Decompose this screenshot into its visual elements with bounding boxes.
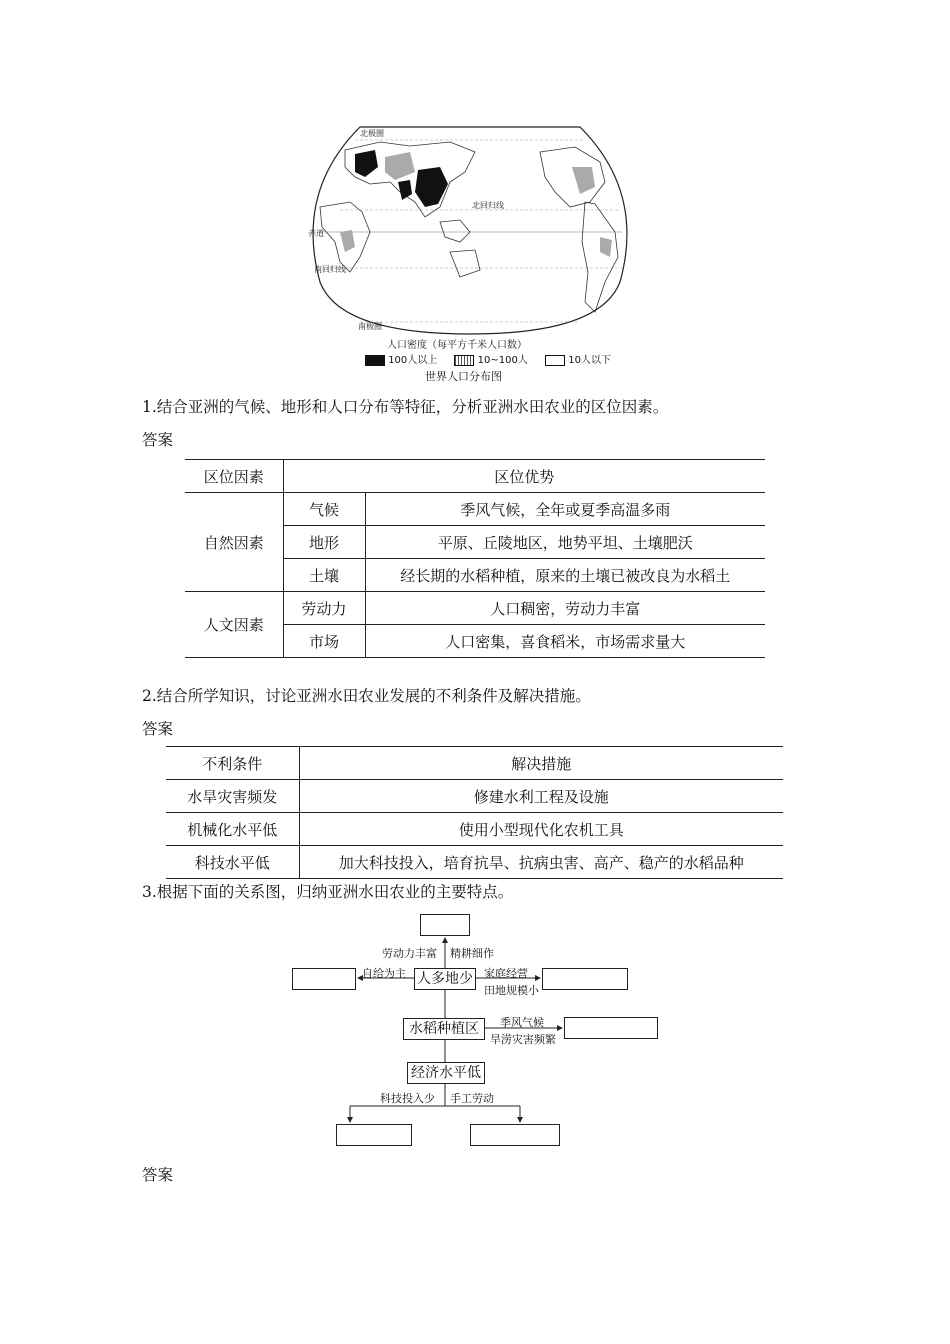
label-equator: 赤道: [308, 229, 324, 238]
table-cell: 加大科技投入，培育抗旱、抗病虫害、高产、稳产的水稻品种: [299, 846, 783, 879]
label-monsoon: 季风气候: [500, 1016, 544, 1029]
label-antarctic: 南极圈: [358, 322, 382, 331]
legend-swatch-medium: [454, 355, 474, 366]
table-row: [166, 813, 783, 846]
label-disaster: 旱涝灾害频繁: [490, 1033, 556, 1046]
table-cell: 市场: [283, 625, 365, 658]
answer-box-bottom-right[interactable]: [470, 1124, 560, 1146]
table-row: [166, 747, 783, 780]
table-row: [166, 780, 783, 813]
table-cell: 修建水利工程及设施: [299, 780, 783, 813]
question-1: 1.结合亚洲的气候、地形和人口分布等特征，分析亚洲水田农业的区位因素。: [142, 398, 669, 416]
question-2: 2.结合所学知识，讨论亚洲水田农业发展的不利条件及解决措施。: [142, 687, 591, 705]
label-labor: 劳动力丰富: [382, 947, 437, 960]
legend-label-dense: 100人以上: [388, 355, 438, 366]
label-low-tech: 科技投入少: [380, 1092, 435, 1105]
table-row: [185, 493, 765, 526]
answer-box-bottom-left[interactable]: [336, 1124, 412, 1146]
table-header-cell: 不利条件: [166, 747, 299, 780]
table-cell: 气候: [283, 493, 365, 526]
table-group-cell: 自然因素: [185, 493, 283, 592]
map-graphic: [300, 122, 640, 337]
label-family: 家庭经营: [484, 967, 528, 980]
table-q2: [166, 746, 783, 879]
table-header-cell: 区位因素: [185, 460, 283, 493]
table-cell: 季风气候，全年或夏季高温多雨: [365, 493, 765, 526]
label-intensive: 精耕细作: [450, 947, 494, 960]
node-people-land: 人多地少: [414, 968, 476, 990]
question-3: 3.根据下面的关系图，归纳亚洲水田农业的主要特点。: [142, 883, 514, 901]
table-cell: 劳动力: [283, 592, 365, 625]
table-header-cell: 区位优势: [283, 460, 765, 493]
table-cell: 经长期的水稻种植，原来的土壤已被改良为水稻土: [365, 559, 765, 592]
answer-box-top[interactable]: [420, 914, 470, 936]
legend-swatch-sparse: [545, 355, 565, 366]
world-population-map: [300, 122, 640, 337]
answer-label-3: 答案: [142, 1166, 174, 1184]
legend-label-medium: 10~100人: [477, 355, 528, 366]
label-small-fields: 田地规模小: [484, 984, 539, 997]
legend-swatch-dense: [365, 355, 385, 366]
label-tropic-cancer: 北回归线: [472, 201, 504, 210]
label-self-sufficient: 自给为主: [362, 967, 406, 980]
label-manual: 手工劳动: [450, 1092, 494, 1105]
table-row: [166, 846, 783, 879]
table-group-cell: 人文因素: [185, 592, 283, 658]
table-cell: 人口稠密，劳动力丰富: [365, 592, 765, 625]
table-cell: 地形: [283, 526, 365, 559]
table-cell: 平原、丘陵地区，地势平坦、土壤肥沃: [365, 526, 765, 559]
map-legend-title: 人口密度（每平方千米人口数）: [387, 340, 527, 351]
label-tropic-capricorn: 南回归线: [314, 265, 346, 274]
table-q1: [185, 459, 765, 658]
answer-label-1: 答案: [142, 431, 174, 449]
node-economy-low: 经济水平低: [407, 1062, 485, 1084]
answer-label-2: 答案: [142, 720, 174, 738]
table-cell: 科技水平低: [166, 846, 299, 879]
table-cell: 机械化水平低: [166, 813, 299, 846]
table-cell: 土壤: [283, 559, 365, 592]
answer-box-rice[interactable]: [564, 1017, 658, 1039]
answer-box-right[interactable]: [542, 968, 628, 990]
table-cell: 水旱灾害频发: [166, 780, 299, 813]
answer-box-left[interactable]: [292, 968, 356, 990]
table-cell: 人口密集，喜食稻米，市场需求量大: [365, 625, 765, 658]
table-cell: 使用小型现代化农机工具: [299, 813, 783, 846]
label-arctic: 北极圈: [360, 129, 384, 138]
relationship-diagram: [290, 910, 670, 1150]
table-header-cell: 解决措施: [299, 747, 783, 780]
map-legend: [365, 351, 615, 366]
node-rice-area: 水稻种植区: [403, 1018, 485, 1040]
legend-label-sparse: 10人以下: [568, 355, 611, 366]
table-row: [185, 592, 765, 625]
map-caption: 世界人口分布图: [425, 370, 502, 383]
table-row: [185, 460, 765, 493]
